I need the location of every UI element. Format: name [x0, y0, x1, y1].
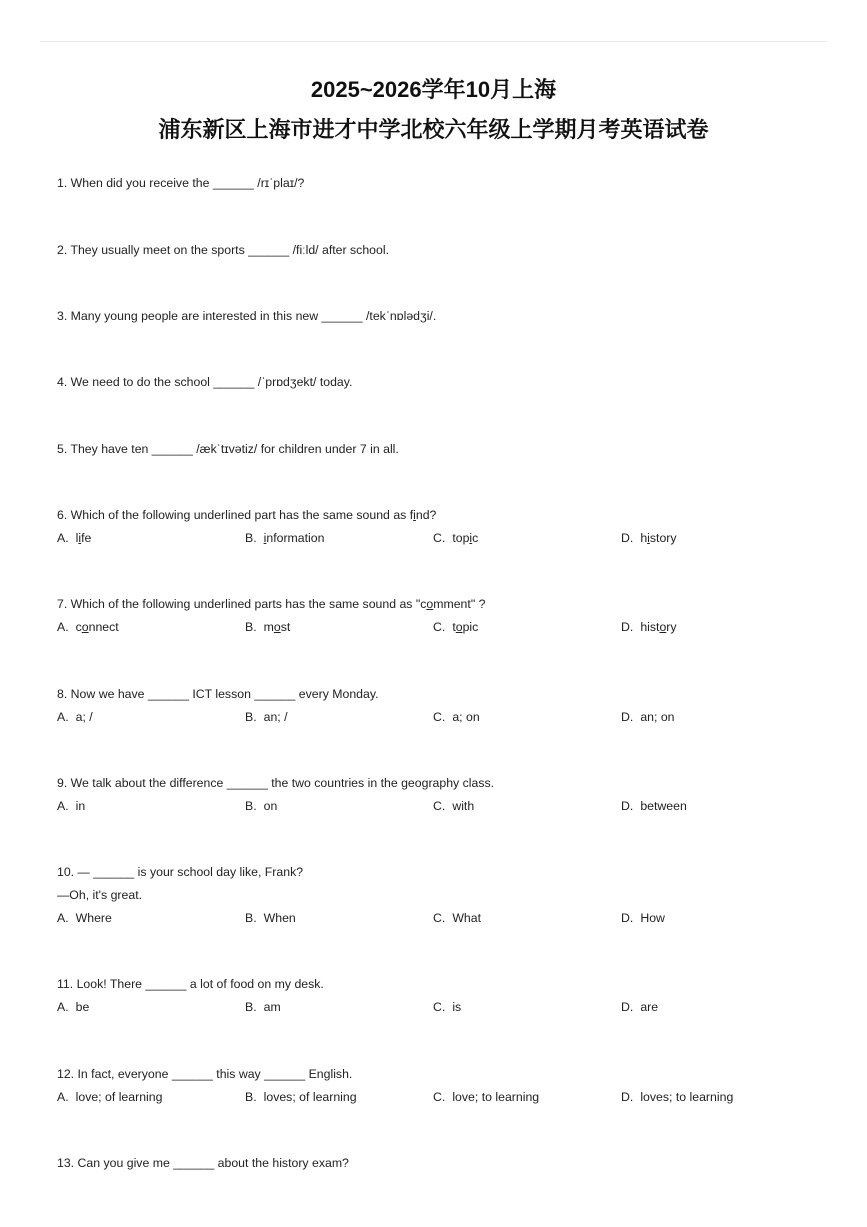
option-b: B. loves; of learning — [245, 1090, 357, 1104]
option-b: B. most — [245, 620, 291, 634]
question-12-options — [57, 1090, 817, 1106]
question-3: 3. Many young people are interested in this new ______ /tekˈnɒlədʒi/. — [57, 309, 437, 323]
option-a: A. life — [57, 531, 92, 545]
option-c: C. is — [433, 1000, 462, 1014]
option-c: C. topic — [433, 620, 479, 634]
question-5: 5. They have ten ______ /ækˈtɪvətiz/ for children under 7 in all. — [57, 442, 399, 456]
question-10-reply: —Oh, it's great. — [57, 888, 143, 902]
question-10-options — [57, 911, 817, 927]
option-d: D. are — [621, 1000, 659, 1014]
option-c: C. topic — [433, 531, 479, 545]
question-6: 6. Which of the following underlined part has the same sound as find? — [57, 508, 437, 522]
question-9-options — [57, 799, 817, 815]
page-top-divider — [40, 41, 827, 42]
option-b: B. When — [245, 911, 296, 925]
option-d: D. How — [621, 911, 665, 925]
option-d: D. loves; to learning — [621, 1090, 734, 1104]
question-11-options — [57, 1000, 817, 1016]
option-a: A. in — [57, 799, 86, 813]
question-8-options — [57, 710, 817, 726]
question-13: 13. Can you give me ______ about the history exam? — [57, 1156, 349, 1170]
option-a: A. connect — [57, 620, 119, 634]
option-d: D. history — [621, 531, 677, 545]
option-c: C. with — [433, 799, 475, 813]
underlined-letter: o — [426, 597, 434, 611]
option-a: A. Where — [57, 911, 112, 925]
option-c: C. a; on — [433, 710, 480, 724]
underlined-letter: i — [413, 508, 416, 522]
question-7: 7. Which of the following underlined parts has the same sound as "comment" ? — [57, 597, 486, 611]
option-a: A. love; of learning — [57, 1090, 163, 1104]
option-c: C. What — [433, 911, 482, 925]
option-b: B. information — [245, 531, 325, 545]
exam-title-line-2: 浦东新区上海市进才中学北校六年级上学期月考英语试卷 — [158, 117, 709, 142]
option-d: D. between — [621, 799, 687, 813]
exam-title-line-1: 2025~2026学年10月上海 — [310, 77, 557, 102]
question-10: 10. — ______ is your school day like, Frank? — [57, 865, 304, 879]
question-6-options — [57, 531, 817, 547]
option-a: A. a; / — [57, 710, 93, 724]
question-7-options — [57, 620, 817, 636]
question-12: 12. In fact, everyone ______ this way ______ English. — [57, 1067, 353, 1081]
option-a: A. be — [57, 1000, 90, 1014]
option-b: B. on — [245, 799, 278, 813]
option-c: C. love; to learning — [433, 1090, 540, 1104]
question-9: 9. We talk about the difference ______ the two countries in the geography class. — [57, 776, 495, 790]
option-d: D. an; on — [621, 710, 675, 724]
question-11: 11. Look! There ______ a lot of food on my desk. — [57, 977, 324, 991]
question-4: 4. We need to do the school ______ /ˈprɒdʒekt/ today. — [57, 375, 353, 389]
question-1: 1. When did you receive the ______ /rɪˈplaɪ/? — [57, 176, 305, 190]
option-d: D. history — [621, 620, 677, 634]
option-b: B. an; / — [245, 710, 288, 724]
question-2: 2. They usually meet on the sports ______ /fiːld/ after school. — [57, 243, 389, 257]
option-b: B. am — [245, 1000, 281, 1014]
question-8: 8. Now we have ______ ICT lesson ______ every Monday. — [57, 687, 379, 701]
